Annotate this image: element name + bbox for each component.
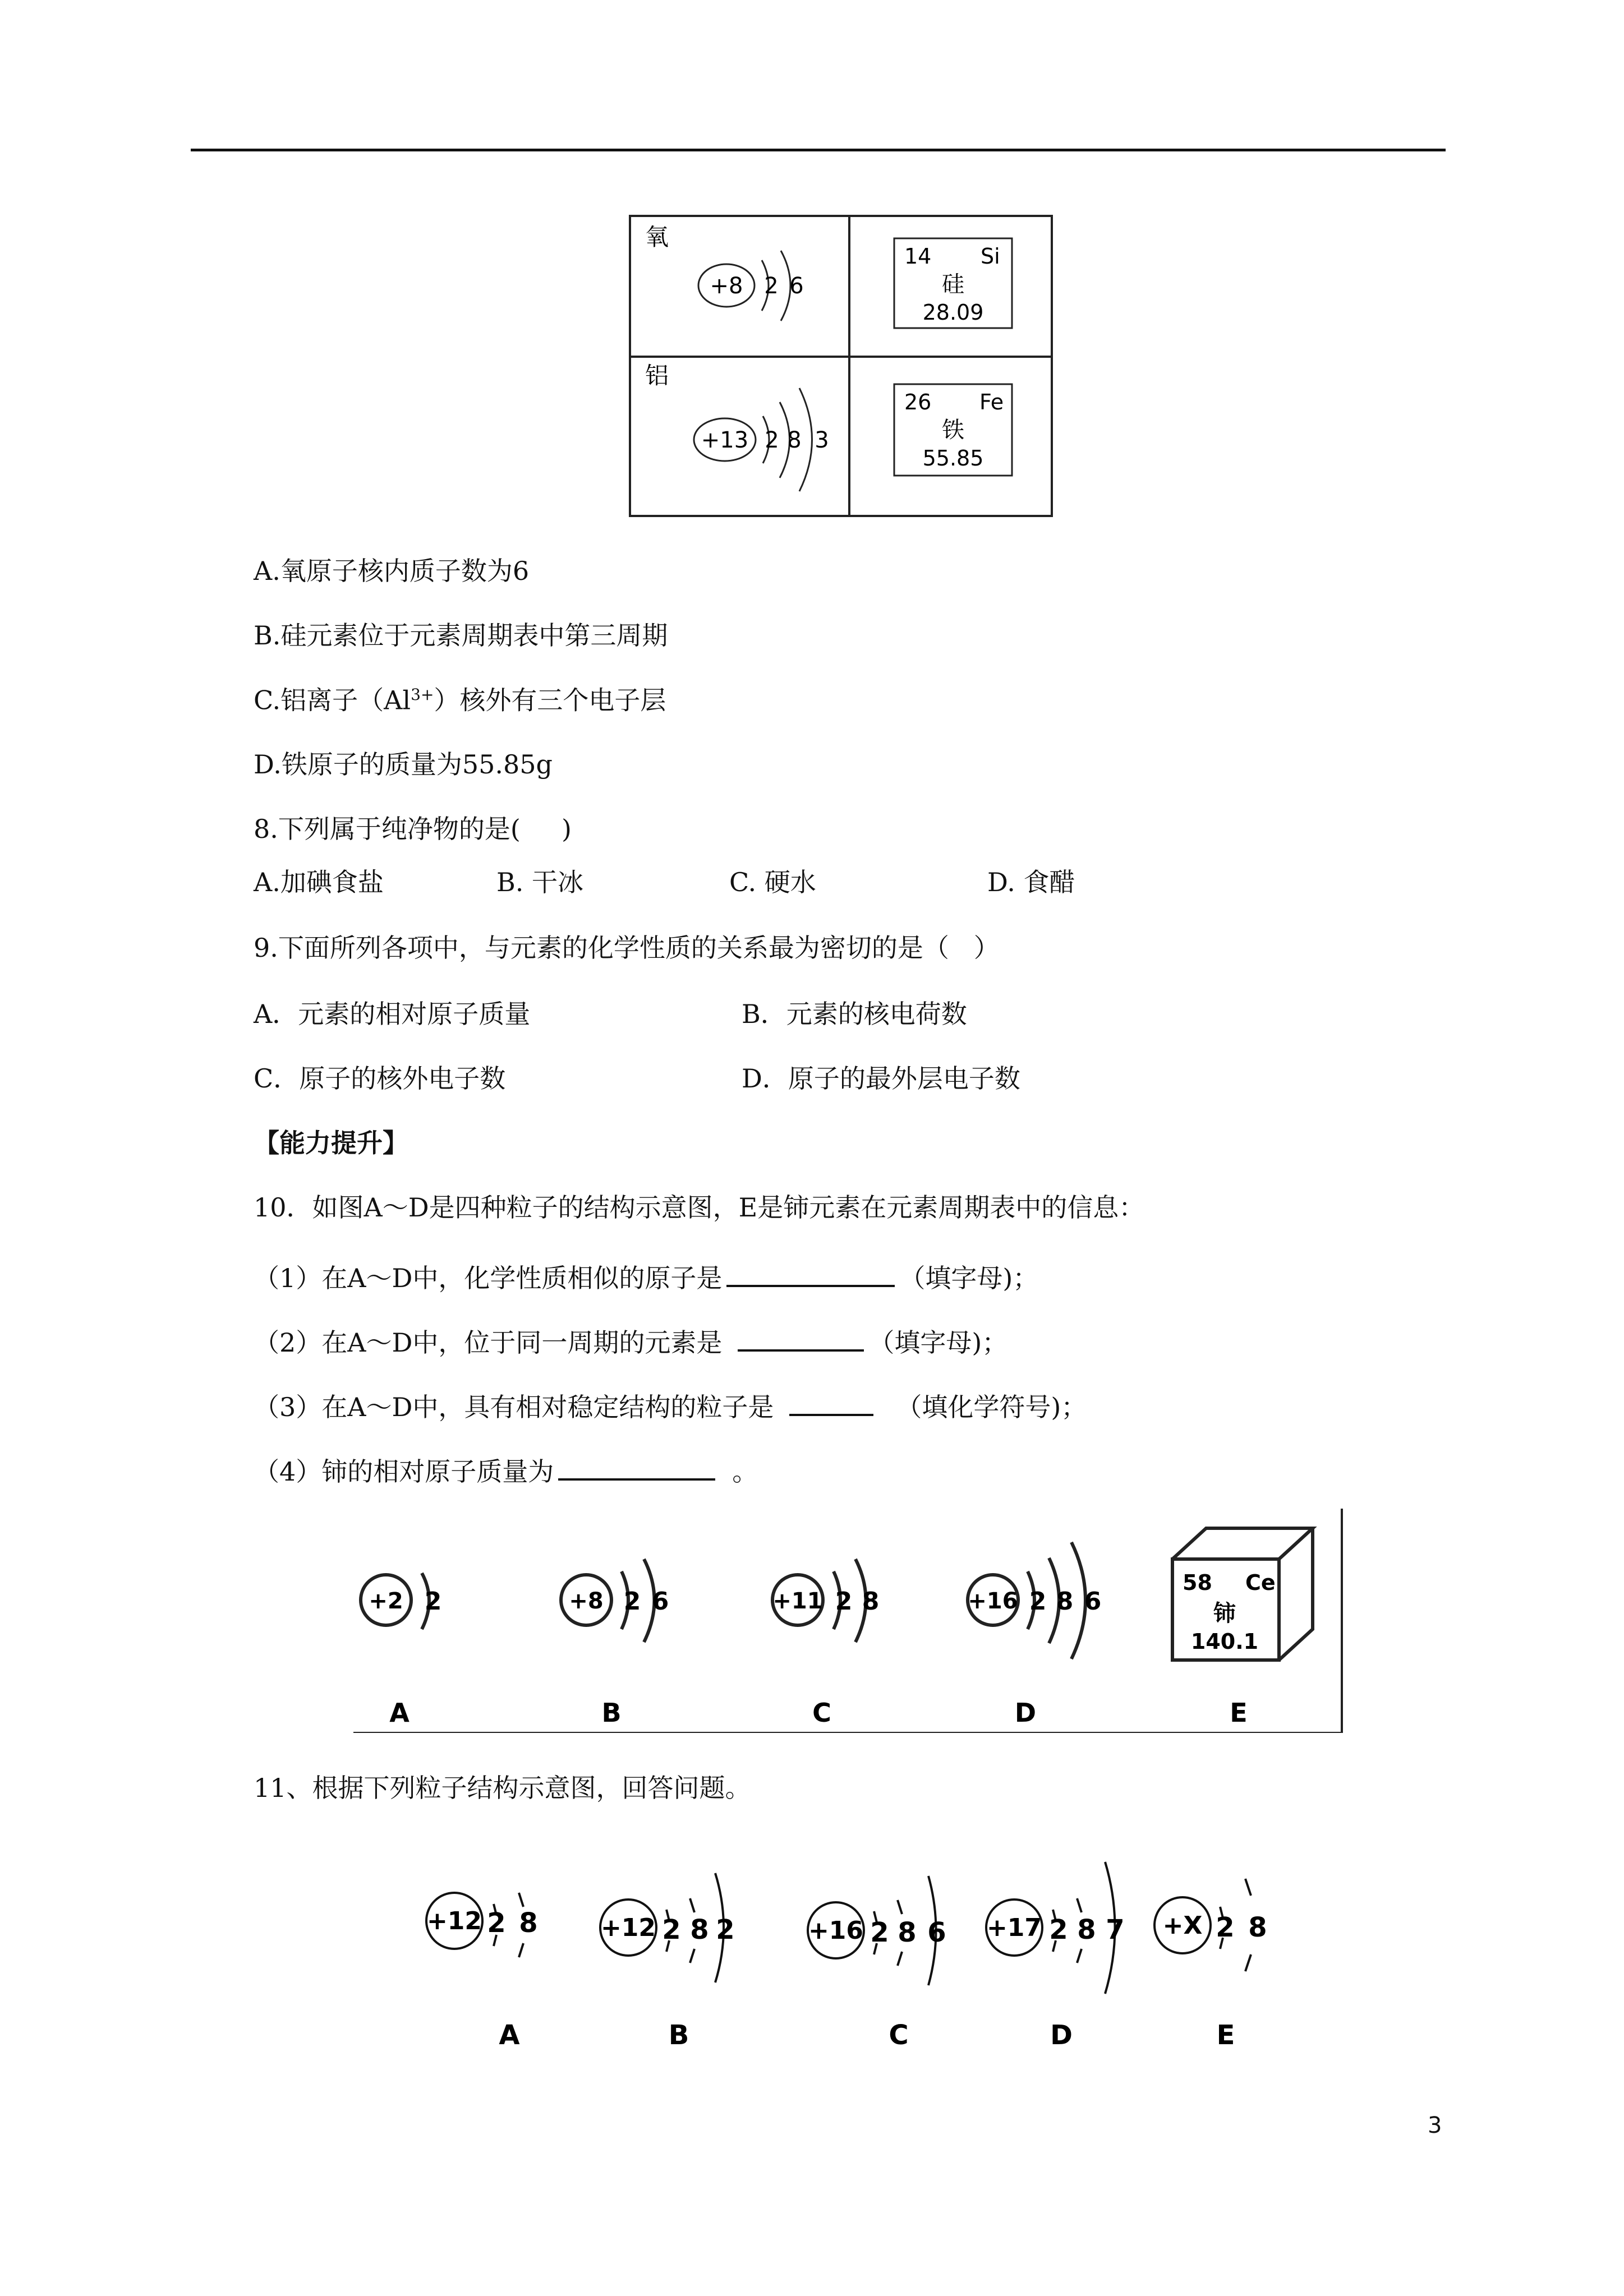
oxygen-cell	[645, 223, 804, 321]
q10-sub4-text: （4）铈的相对原子质量为	[254, 1456, 554, 1487]
q11-atom-d	[986, 1862, 1125, 2051]
q11-atom-b-nucleus: +12	[600, 1914, 656, 1942]
q11-atom-d-label: D	[1050, 2020, 1073, 2051]
q10-atom-b-label: B	[601, 1698, 622, 1728]
q10-sub2-text: （2）在A～D中，位于同一周期的元素是	[254, 1327, 723, 1358]
q11-atom-b-label: B	[668, 2020, 689, 2051]
q10-sub1-text: （1）在A～D中，化学性质相似的原子是	[254, 1263, 723, 1293]
q10-atom-b	[561, 1559, 669, 1728]
oxygen-nucleus-charge: +8	[710, 273, 743, 299]
q11-atom-b-shell-3: 2	[716, 1914, 735, 1945]
silicon-cell	[894, 238, 1012, 328]
q10-sub4-hint: 。	[732, 1456, 758, 1487]
q11-atom-a-shell-2: 8	[519, 1907, 538, 1939]
oxygen-shell-2: 6	[789, 273, 804, 299]
silicon-mass: 28.09	[922, 300, 984, 325]
q9-stem: 9.下面所列各项中，与元素的化学性质的关系最为密切的是（ ）	[254, 933, 1000, 963]
q11-atom-b-shell-1: 2	[662, 1914, 681, 1945]
q10-atom-d-shell-3: 6	[1084, 1587, 1102, 1616]
q11-atom-e-shell-2: 8	[1248, 1912, 1267, 1943]
q7-option-c-sup: 3+	[411, 685, 434, 704]
q11-atom-c-shell-2: 8	[898, 1917, 917, 1948]
q10-sub4-blank[interactable]	[558, 1453, 715, 1481]
q9-option-b: B．元素的核电荷数	[742, 999, 967, 1029]
q10-atom-b-nucleus: +8	[569, 1588, 604, 1614]
q10-sub1-hint: （填字母)；	[899, 1263, 1039, 1293]
q11-atom-c-label: C	[889, 2020, 909, 2051]
q11-atom-b-shell-2: 8	[690, 1914, 709, 1945]
oxygen-shell-1: 2	[764, 273, 779, 299]
q10-sub3-blank[interactable]	[789, 1388, 873, 1416]
q9-option-c: C．原子的核外电子数	[254, 1063, 506, 1094]
q11-atom-b	[600, 1873, 735, 2051]
q10-atom-b-shell-2: 6	[651, 1587, 669, 1616]
aluminum-label: 铝	[645, 362, 669, 389]
q11-atom-a-label: A	[499, 2020, 520, 2051]
q10-atom-d	[968, 1542, 1101, 1728]
silicon-name: 硅	[942, 271, 964, 297]
q8-option-a: A.加碘食盐	[254, 867, 384, 897]
aluminum-nucleus-charge: +13	[701, 427, 749, 453]
q7-option-d: D.铁原子的质量为55.85g	[254, 749, 553, 780]
q10-sub4	[254, 1453, 758, 1487]
q10-sub2-blank[interactable]	[738, 1324, 864, 1352]
page-number: 3	[1428, 2113, 1442, 2138]
q11-atom-c-nucleus: +16	[808, 1916, 864, 1945]
q10-atom-d-shell-1: 2	[1029, 1587, 1047, 1616]
q11-figure	[404, 1851, 1279, 2053]
q9-option-d: D．原子的最外层电子数	[742, 1063, 1020, 1094]
q10-atom-c-nucleus: +11	[772, 1588, 823, 1614]
q10-sub3-hint: （填化学符号)；	[896, 1392, 1087, 1422]
aluminum-shell-1: 2	[765, 427, 779, 453]
iron-mass: 55.85	[922, 446, 984, 471]
q10-atom-d-shell-2: 8	[1056, 1587, 1074, 1616]
oxygen-label: 氧	[645, 223, 669, 251]
q11-atom-e	[1154, 1879, 1267, 2051]
cerium-element-cube	[1172, 1528, 1313, 1728]
cerium-mass: 140.1	[1190, 1629, 1259, 1654]
q10-atom-a-shell-1: 2	[424, 1587, 442, 1616]
q10-stem: 10．如图A～D是四种粒子的结构示意图，E是铈元素在元素周期表中的信息：	[254, 1192, 1145, 1223]
q10-atom-a-label: A	[389, 1698, 410, 1728]
cerium-symbol: Ce	[1245, 1570, 1276, 1595]
q11-atom-d-shell-2: 8	[1077, 1914, 1096, 1945]
q10-sub3-text: （3）在A～D中，具有相对稳定结构的粒子是	[254, 1392, 774, 1422]
iron-number: 26	[904, 390, 932, 414]
q10-sub3	[254, 1388, 1087, 1420]
q11-atom-d-nucleus: +17	[986, 1914, 1042, 1942]
q11-atom-c	[808, 1876, 946, 2051]
aluminum-shell-2: 8	[787, 427, 802, 453]
q10-atom-c-label: C	[812, 1698, 831, 1728]
q7-option-b: B.硅元素位于元素周期表中第三周期	[254, 620, 668, 651]
q11-atom-d-shell-3: 7	[1106, 1914, 1125, 1945]
iron-symbol: Fe	[979, 390, 1004, 414]
q11-atom-a-shell-1: 2	[487, 1907, 506, 1939]
q11-atom-a-nucleus: +12	[426, 1907, 482, 1935]
header-rule	[191, 149, 1446, 151]
q10-sub1-blank[interactable]	[726, 1259, 895, 1287]
q7-option-c	[254, 685, 666, 716]
iron-name: 铁	[942, 417, 964, 443]
q11-atom-e-shell-1: 2	[1216, 1912, 1235, 1943]
cerium-label: E	[1230, 1698, 1248, 1728]
q11-stem: 11、根据下列粒子结构示意图，回答问题。	[254, 1773, 751, 1803]
q10-figure	[348, 1509, 1346, 1733]
q11-atom-e-nucleus: +X	[1162, 1911, 1203, 1940]
section-heading: 【能力提升】	[254, 1128, 408, 1158]
q8-option-c: C. 硬水	[729, 867, 816, 897]
aluminum-shell-3: 3	[815, 427, 829, 453]
q10-atom-c-shell-2: 8	[862, 1587, 880, 1616]
q8-stem: 8.下列属于纯净物的是( )	[254, 814, 572, 844]
q11-atom-d-shell-1: 2	[1049, 1914, 1068, 1945]
q10-atom-c	[772, 1559, 879, 1728]
q11-atom-e-label: E	[1216, 2020, 1235, 2051]
q10-sub1	[254, 1259, 1038, 1291]
cerium-name: 铈	[1213, 1601, 1236, 1626]
q11-atom-c-shell-3: 6	[927, 1917, 946, 1948]
q10-atom-a	[361, 1573, 441, 1728]
silicon-symbol: Si	[981, 244, 1000, 269]
q10-sub2	[254, 1324, 1007, 1356]
q8-option-b: B. 干冰	[496, 867, 584, 897]
aluminum-cell	[645, 362, 829, 491]
q7-option-c-post: ）核外有三个电子层	[434, 685, 666, 716]
q9-option-a: A．元素的相对原子质量	[254, 999, 531, 1029]
q10-atom-d-label: D	[1014, 1698, 1037, 1728]
cerium-number: 58	[1183, 1570, 1212, 1595]
q10-atom-b-shell-1: 2	[623, 1587, 641, 1616]
q7-option-c-pre: C.铝离子（Al	[254, 685, 411, 716]
q11-atom-c-shell-1: 2	[870, 1917, 889, 1948]
q8-option-d: D. 食醋	[987, 867, 1075, 897]
q7-option-a: A.氧原子核内质子数为6	[254, 556, 530, 586]
q7-figure-table	[628, 214, 1060, 520]
q11-atom-a	[426, 1893, 538, 2051]
iron-cell	[894, 384, 1012, 476]
q10-sub2-hint: （填字母)；	[868, 1327, 1008, 1358]
q10-atom-a-nucleus: +2	[369, 1588, 403, 1614]
q10-atom-c-shell-1: 2	[835, 1587, 853, 1616]
silicon-number: 14	[904, 244, 932, 269]
q10-atom-d-nucleus: +16	[968, 1588, 1018, 1614]
